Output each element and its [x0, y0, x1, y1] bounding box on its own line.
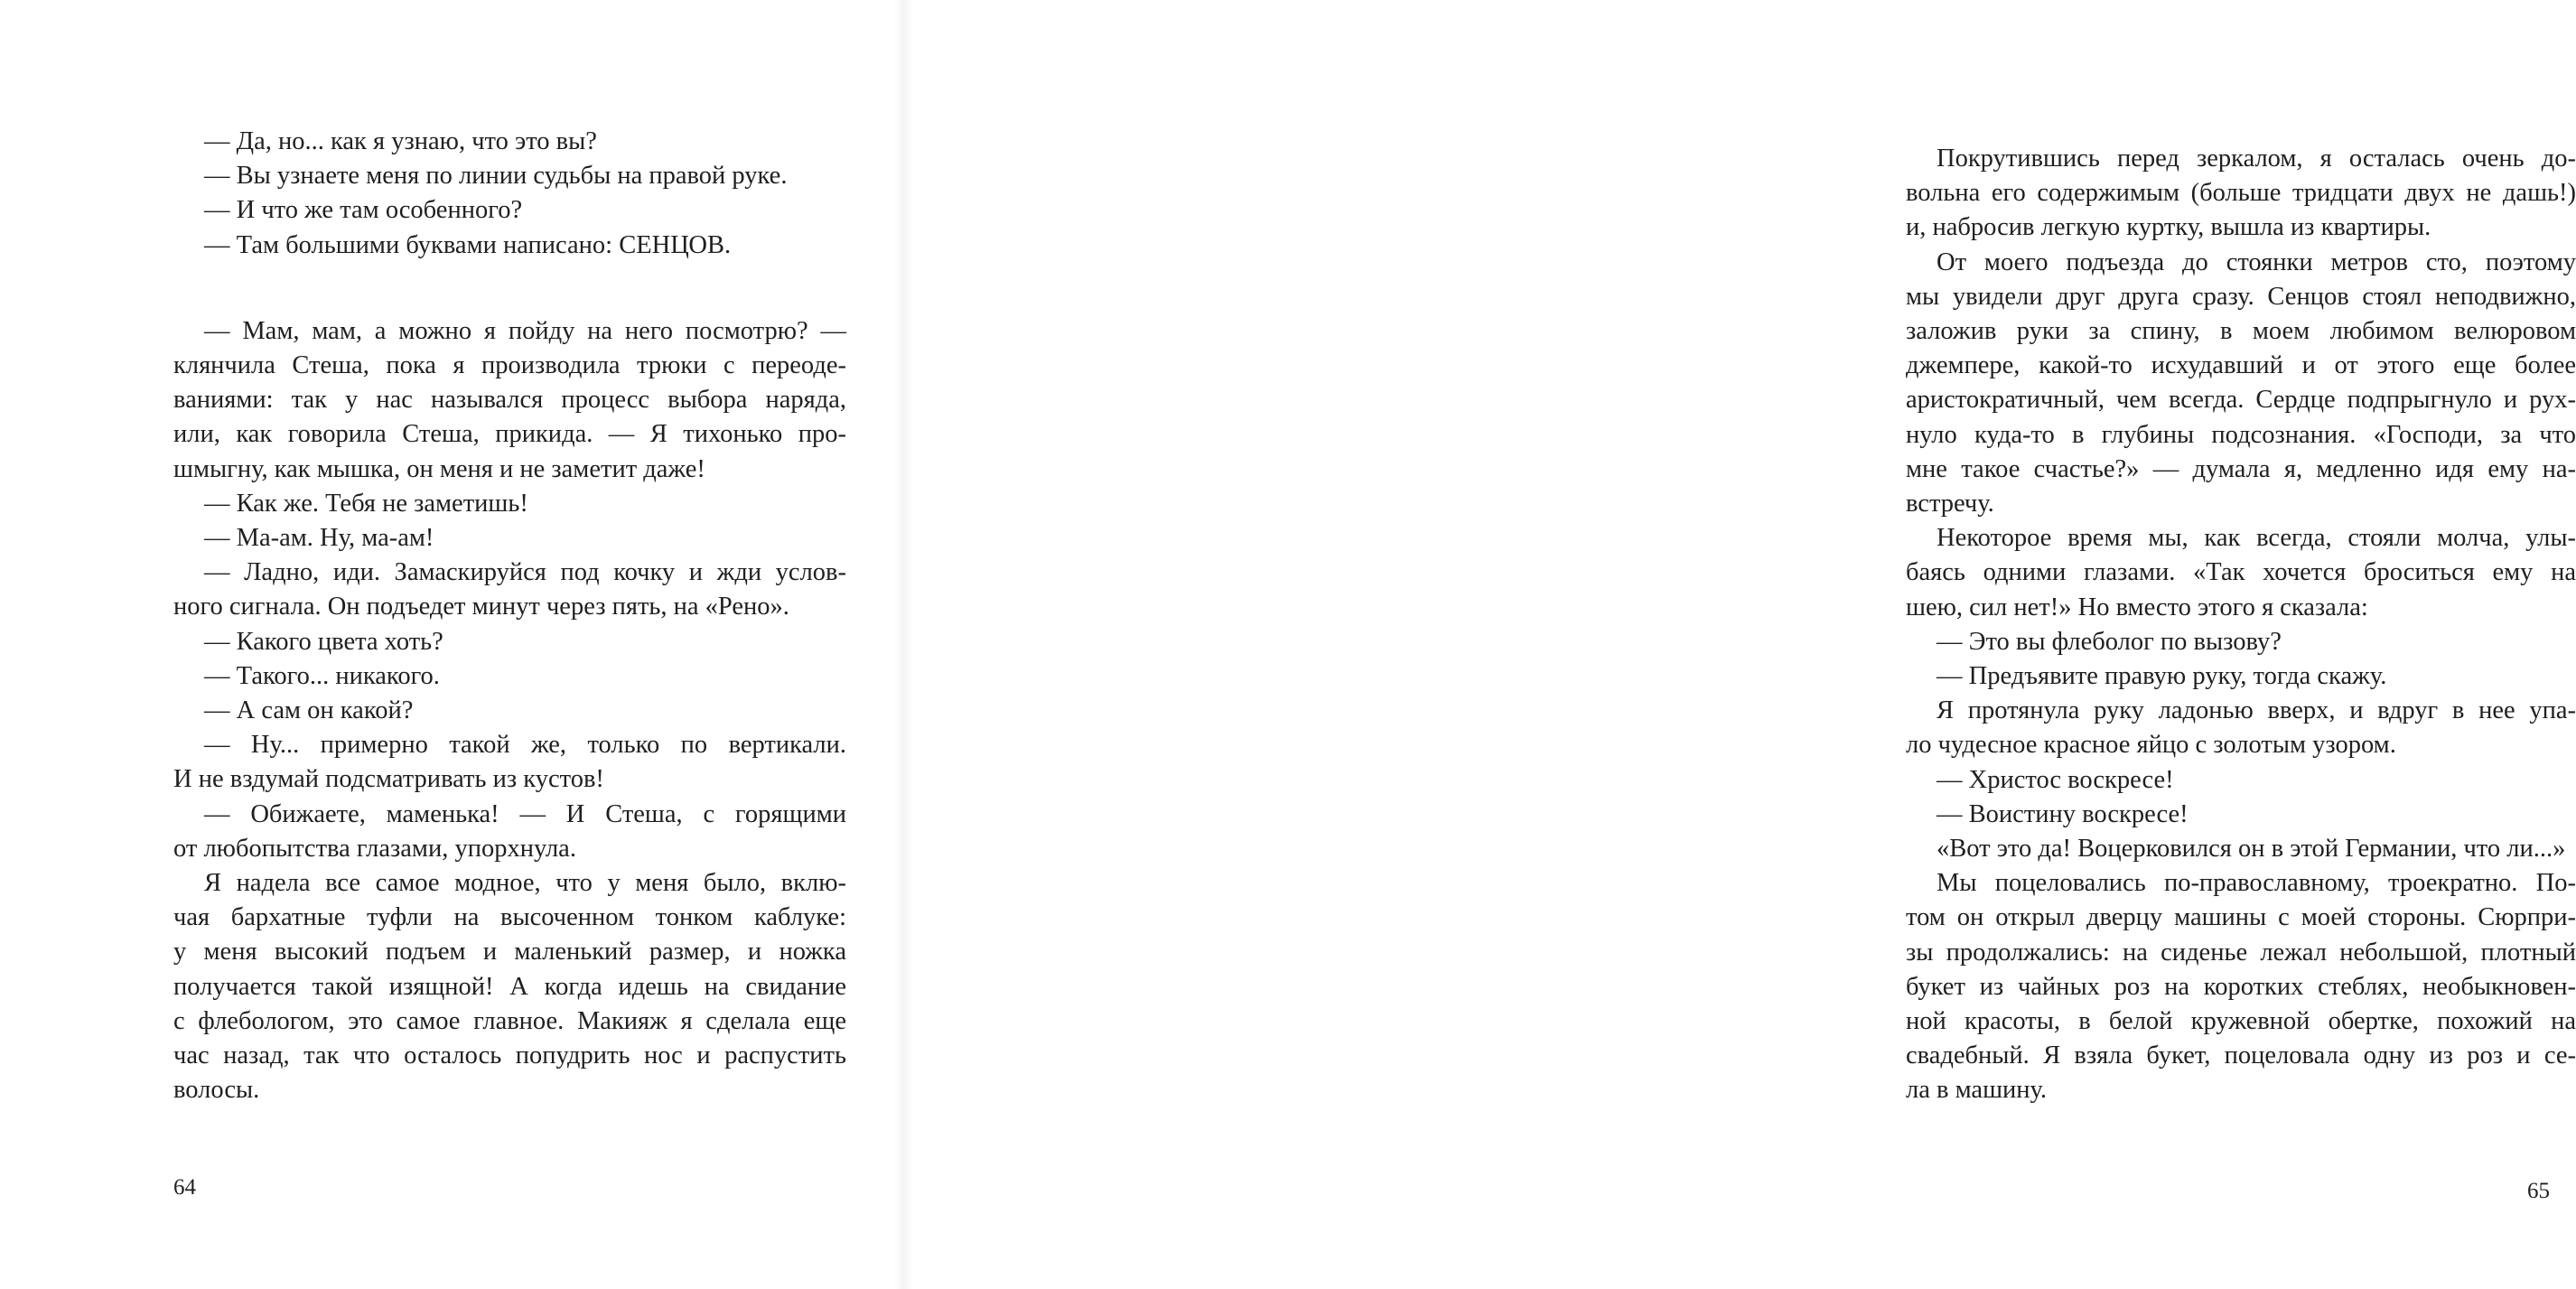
left-page: [0, 0, 903, 1289]
text-line: чая бархатные туфли на высоченном тонком каблуке:: [173, 903, 846, 932]
text-line: букет из чайных роз на коротких стеблях, необыкновен-: [1906, 972, 2576, 1001]
text-line: зы продолжались: на сиденье лежал небольшой, плотный: [1906, 938, 2576, 967]
text-line: — Ну... примерно такой же, только по вертикали.: [204, 731, 846, 760]
text-line: у меня высокий подъем и маленький размер, и ножка: [173, 938, 846, 967]
text-line: От моего подъезда до стоянки метров сто, поэтому: [1937, 248, 2576, 276]
text-line: — Христос воскресе!: [1937, 765, 2174, 794]
right-page: [903, 0, 2576, 1289]
text-line: — Как же. Тебя не заметишь!: [204, 489, 528, 518]
text-line: Покрутившись перед зеркалом, я осталась очень до-: [1937, 145, 2576, 173]
text-line: ного сигнала. Он подъедет минут через пять, на «Рено».: [173, 593, 789, 621]
text-line: «Вот это да! Воцерковился он в этой Германии, что ли...»: [1937, 835, 2566, 864]
text-line: — Такого... никакого.: [204, 661, 440, 690]
text-line: — А сам он какой?: [204, 696, 414, 725]
text-line: ной красоты, в белой кружевной обертке, похожий на: [1906, 1007, 2576, 1036]
text-line: мне такое счастье?» — думала я, медленно идя ему на-: [1906, 454, 2576, 483]
text-line: аристократичный, чем всегда. Сердце подпрыгнуло и рух-: [1906, 386, 2576, 415]
text-line: том он открыл дверцу машины с моей стороны. Сюрпри-: [1906, 903, 2576, 932]
left-page-text: [173, 125, 846, 1107]
text-line: ваниями: так у нас назывался процесс выбора наряда,: [173, 386, 846, 415]
text-line: вольна его содержимым (больше тридцати двух не дашь!): [1906, 179, 2576, 208]
text-line: — Ладно, иди. Замаскируйся под кочку и жди услов-: [204, 558, 846, 587]
text-line: — Это вы флеболог по вызову?: [1937, 627, 2282, 656]
page-number: 65: [2527, 1179, 2550, 1203]
text-line: волосы.: [173, 1076, 260, 1105]
text-line: джемпере, какой-то исхудавший и от этого еще более: [1906, 351, 2576, 380]
text-line: мы увидели друг друга сразу. Сенцов стоял неподвижно,: [1906, 282, 2576, 311]
text-line: — Мам, мам, а можно я пойду на него посмотрю? —: [204, 316, 846, 345]
text-line: и, набросив легкую куртку, вышла из квартиры.: [1906, 213, 2431, 242]
text-line: свадебный. Я взяла букет, поцеловала одну из роз и се-: [1906, 1041, 2576, 1070]
text-line: — Какого цвета хоть?: [204, 627, 443, 656]
text-line: — Да, но... как я узнаю, что это вы?: [204, 127, 597, 155]
page-number: 64: [173, 1175, 196, 1200]
text-line: — И что же там особенного?: [204, 196, 523, 225]
text-line: с флебологом, это самое главное. Макияж я сделала еще: [173, 1006, 846, 1035]
text-line: — Обижаете, маменька! — И Стеша, с горящими: [204, 799, 846, 828]
text-line: Мы поцеловались по-православному, троекратно. По-: [1937, 869, 2576, 898]
text-line: ло чудесное красное яйцо с золотым узором.: [1906, 731, 2396, 760]
text-line: Я протянула руку ладонью вверх, и вдруг в нее упа-: [1937, 696, 2576, 725]
text-line: Я надела все самое модное, что у меня было, вклю-: [204, 869, 846, 898]
text-line: получается такой изящной! А когда идешь на свидание: [173, 972, 846, 1001]
text-line: ла в машину.: [1906, 1076, 2048, 1105]
text-line: И не вздумай подсматривать из кустов!: [173, 765, 604, 794]
text-line: баясь одними глазами. «Так хочется броситься ему на: [1906, 558, 2576, 587]
text-line: или, как говорила Стеша, прикида. — Я тихонько про-: [173, 420, 846, 449]
text-line: от любопытства глазами, упорхнула.: [173, 834, 576, 863]
text-line: нуло куда-то в глубины подсознания. «Господи, за что: [1906, 420, 2576, 449]
text-line: шею, сил нет!» Но вместо этого я сказала:: [1906, 593, 2368, 621]
text-line: — Там большими буквами написано: СЕНЦОВ.: [204, 230, 732, 259]
text-line: шмыгну, как мышка, он меня и не заметит даже!: [173, 454, 705, 483]
text-line: — Ма-ам. Ну, ма-ам!: [204, 524, 434, 553]
text-line: — Предъявите правую руку, тогда скажу.: [1937, 662, 2387, 691]
section-break: [173, 263, 846, 314]
text-line: клянчила Стеша, пока я производила трюки с переоде-: [173, 351, 846, 380]
text-line: час назад, так что осталось попудрить нос и распустить: [173, 1041, 846, 1070]
text-line: — Воистину воскресе!: [1937, 799, 2189, 828]
text-line: заложив руки за спину, в моем любимом велюровом: [1906, 317, 2576, 346]
right-page-text: [1906, 142, 2576, 1108]
text-line: Некоторое время мы, как всегда, стояли молча, улы-: [1937, 524, 2576, 553]
text-line: — Вы узнаете меня по линии судьбы на правой руке.: [204, 162, 788, 191]
text-line: встречу.: [1906, 490, 1994, 518]
